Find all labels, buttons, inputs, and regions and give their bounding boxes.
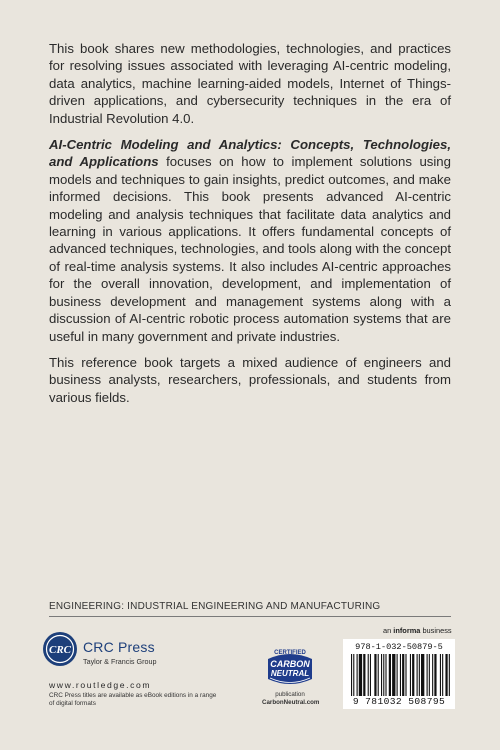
barcode-bar — [419, 654, 420, 696]
subject-category: ENGINEERING: INDUSTRIAL ENGINEERING AND MANUFACTURING — [49, 601, 381, 612]
barcode-bar — [410, 654, 411, 696]
barcode-bar — [432, 654, 433, 696]
barcode-bar — [445, 654, 447, 696]
barcode-bar — [351, 654, 352, 696]
barcode-bar — [389, 654, 391, 696]
barcode-bar — [368, 654, 369, 696]
barcode-bar — [434, 654, 436, 696]
informa-suffix: business — [420, 626, 452, 635]
informa-prefix: an — [383, 626, 394, 635]
barcode-bar — [400, 654, 401, 696]
badge-bottom-text: NEUTRAL — [270, 669, 310, 678]
barcode-bar — [449, 654, 450, 696]
carbon-neutral-caption — [262, 691, 318, 706]
blurb-paragraph-2 — [49, 136, 451, 345]
barcode-bar — [417, 654, 418, 696]
carbon-neutral-url: CarbonNeutral.com — [262, 698, 320, 706]
barcode-bar — [412, 654, 414, 696]
barcode-bar — [427, 654, 428, 696]
barcode-bar — [383, 654, 384, 696]
barcode-bars — [351, 654, 451, 696]
barcode-bar — [402, 654, 404, 696]
barcode-bar — [370, 654, 371, 696]
blurb-paragraph-1: This book shares new methodologies, technologies, and practices for resolving issues associated with leveraging AI-centric modeling, data analytics, machine learning-aided models, Internet of Things-driven applications, and cybersecurity techniques in the era of Industrial Revolution 4.0. — [49, 41, 451, 126]
barcode-bar — [381, 654, 382, 696]
carbon-neutral-label: publication — [275, 691, 305, 698]
barcode-bar — [421, 654, 424, 696]
barcode-bar — [429, 654, 430, 696]
back-cover-blurb — [49, 40, 451, 415]
barcode-bar — [359, 654, 362, 696]
barcode-bar — [357, 654, 358, 696]
barcode-bar — [378, 654, 379, 696]
divider-rule — [49, 616, 451, 617]
barcode-bar — [385, 654, 386, 696]
book-title-inline: AI-Centric Modeling and Analytics: Concepts, Technologies, and Applications — [49, 137, 451, 170]
carbon-neutral-badge-icon — [262, 645, 318, 691]
crc-logo-text: CRC — [48, 644, 72, 656]
blurb-paragraph-3: This reference book targets a mixed audience of engineers and business analysts, researchers, professionals, and students from various fields. — [49, 354, 451, 405]
barcode-bar — [397, 654, 398, 696]
publisher-website: www.routledge.com — [49, 680, 152, 690]
barcode-bar — [442, 654, 443, 696]
barcode-bar — [440, 654, 441, 696]
isbn-digits: 9 781032 508795 — [352, 696, 446, 707]
barcode-bar — [405, 654, 406, 696]
badge-mid-text: CARBON — [270, 659, 310, 669]
ebook-availability-note: CRC Press titles are available as eBook editions in a range of digital formats — [49, 692, 217, 707]
informa-brand: informa — [393, 626, 421, 635]
publisher-group: Taylor & Francis Group — [83, 657, 157, 666]
barcode-bar — [353, 654, 354, 696]
barcode-bar — [363, 654, 365, 696]
badge-top-text: CERTIFIED — [274, 650, 306, 656]
isbn-hyphenated: 978-1-032-50879-5 — [355, 642, 443, 652]
blurb-paragraph-2-body: focuses on how to implement solutions using models and techniques to gain insights, predict outcomes, and make informed decisions. This book presents advanced AI-centric modeling and analysis techniques that facilitate data analytics and learning in various applications. It offers fundamental concepts of advanced techniques, technologies, and tools along with the concept of real-time analysis systems. It also includes AI-centric approaches for the overall innovation, development, and implementation of business development and management systems along with a discussion of AI-centric robotic process automation systems that are useful in many government and private industries. — [49, 154, 451, 344]
informa-business-tag — [383, 626, 452, 635]
isbn-barcode — [343, 639, 455, 709]
crc-press-logo-icon — [42, 631, 78, 667]
publisher-name: CRC Press — [83, 639, 155, 655]
barcode-bar — [374, 654, 376, 696]
barcode-bar — [392, 654, 395, 696]
